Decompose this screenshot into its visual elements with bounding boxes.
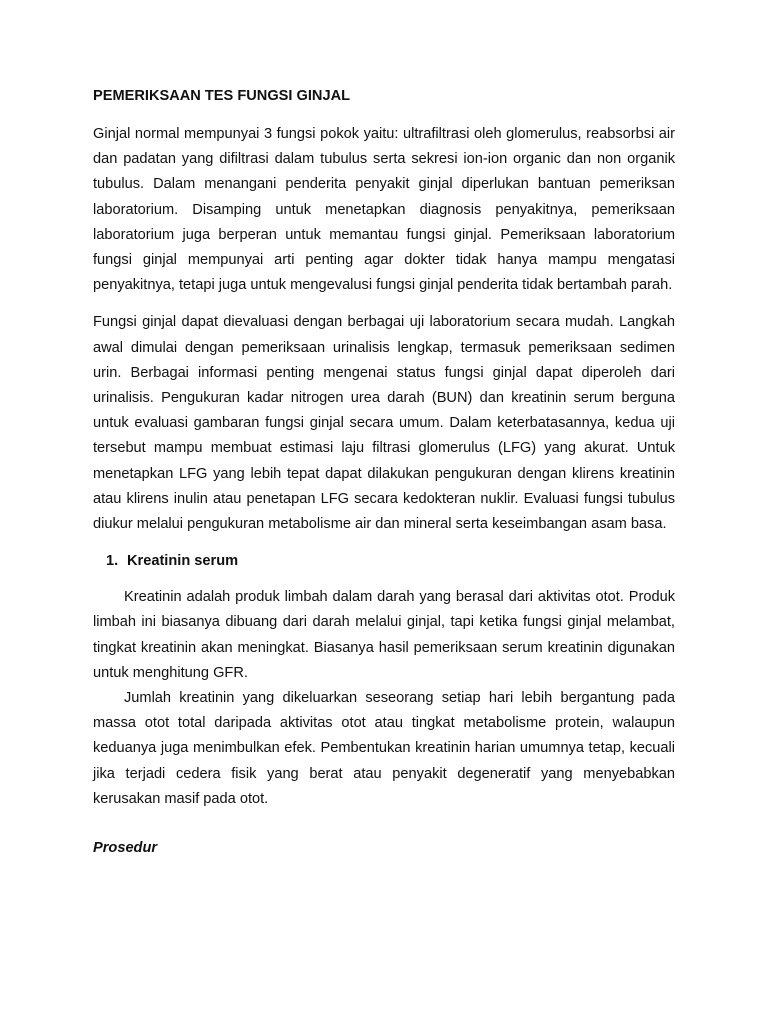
document-title: PEMERIKSAAN TES FUNGSI GINJAL	[93, 88, 351, 104]
section-title: Kreatinin serum	[127, 553, 239, 570]
paragraph-evaluation: Fungsi ginjal dapat dievaluasi dengan berbagai uji laboratorium secara mudah. Langkah awal dimulai dengan pemeriksaan urinalisis lengkap, termasuk pemeriksaan sedimen urin. Berbagai informasi penting mengenai status fungsi ginjal dapat diperoleh dari urinalisis. Pengukuran kadar nitrogen urea darah (BUN) dan kreatinin serum berguna untuk evaluasi gambaran fungsi ginjal secara umum. Dalam keterbatasannya, kedua uji tersebut mampu membuat estimasi laju filtrasi glomerulus (LFG) yang akurat. Untuk menetapkan LFG yang lebih tepat dapat dilakukan pengukuran dengan klirens kreatinin atau klirens inulin atau penetapan LFG secara kedokteran nuklir. Evaluasi fungsi tubulus diukur melalui pengukuran metabolisme air dan mineral serta keseimbangan asam basa.	[93, 314, 675, 533]
paragraph-kreatinin-definition: Kreatinin adalah produk limbah dalam darah yang berasal dari aktivitas otot. Produk limbah ini biasanya dibuang dari darah melalui ginjal, tapi ketika fungsi ginjal melambat, tingkat kreatinin akan meningkat. Biasanya hasil pemeriksaan serum kreatinin digunakan untuk menghitung GFR.	[93, 589, 675, 681]
paragraph-kreatinin-amount: Jumlah kreatinin yang dikeluarkan seseorang setiap hari lebih bergantung pada massa otot total daripada aktivitas otot atau tingkat metabolisme protein, walaupun keduanya juga menimbulkan efek. Pembentukan kreatinin harian umumnya tetap, kecuali jika terjadi cedera fisik yang berat atau penyakit degeneratif yang menyebabkan kerusakan masif pada otot.	[93, 690, 675, 807]
section-heading-kreatinin	[93, 549, 675, 574]
paragraph-intro: Ginjal normal mempunyai 3 fungsi pokok yaitu: ultrafiltrasi oleh glomerulus, reabsorbsi air dan padatan yang difiltrasi dalam tubulus serta sekresi ion-ion organic dan non organik tubulus. Dalam menangani penderita penyakit ginjal diperlukan bantuan pemeriksan laboratorium. Disamping untuk menetapkan diagnosis penyakitnya, pemeriksaan laboratorium juga berperan untuk memantau fungsi ginjal. Pemeriksaan laboratorium fungsi ginjal mempunyai arti penting agar dokter tidak hanya mampu mengatasi penyakitnya, tetapi juga untuk mengevalusi fungsi ginjal penderita tidak bertambah parah.	[93, 126, 675, 294]
subheading-prosedur: Prosedur	[93, 840, 158, 857]
document-page	[93, 84, 675, 861]
section-number: 1.	[106, 553, 119, 570]
